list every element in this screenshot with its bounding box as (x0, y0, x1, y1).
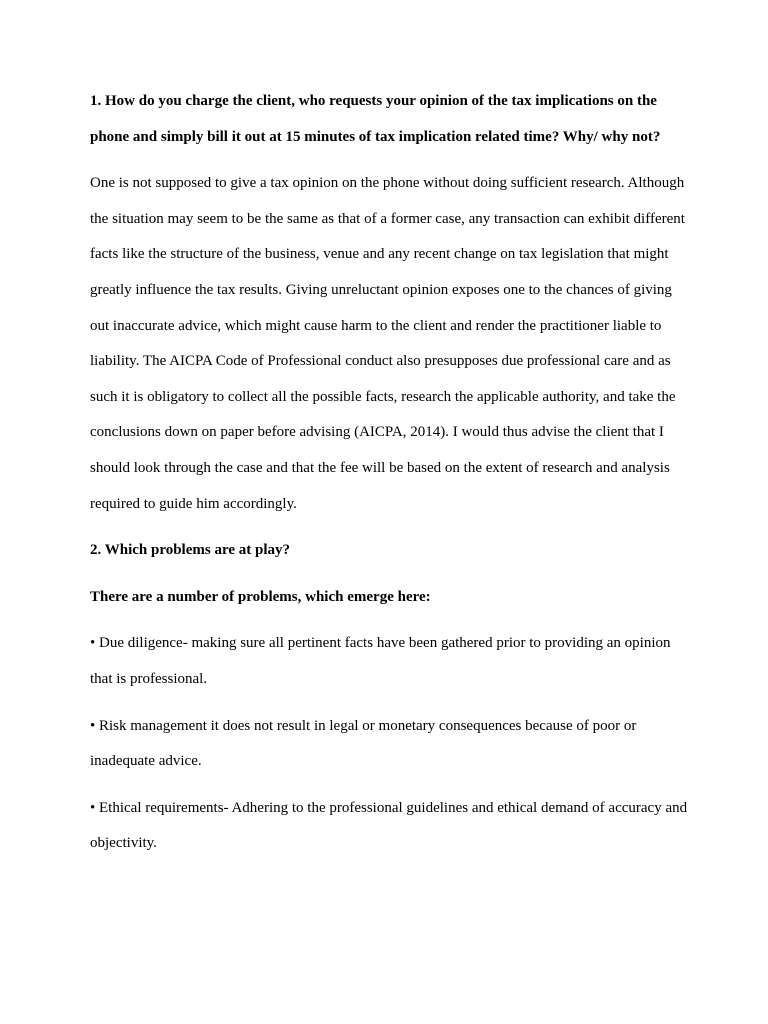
document-page (90, 84, 690, 873)
question-1-heading: 1. How do you charge the client, who requests your opinion of the tax implications on the phone and simply bill it out at 15 minutes of tax implication related time? Why/ why not? (90, 93, 661, 145)
bullet-risk-management: • Risk management it does not result in legal or monetary consequences because of poor or inadequate advice. (90, 717, 637, 770)
problems-intro: There are a number of problems, which emerge here: (90, 588, 431, 605)
question-1-answer: One is not supposed to give a tax opinion on the phone without doing sufficient research. Although the situation may seem to be the same as that of a former case, any transaction can exhibit different facts like the structure of the business, venue and any recent change on tax legislation that might greatly influence the tax results. Giving unreluctant opinion exposes one to the chances of giving out inaccurate advice, which might cause harm to the client and render the practitioner liable to liability. The AICPA Code of Professional conduct also presupposes due professional care and as such it is obligatory to collect all the possible facts, research the applicable authority, and take the conclusions down on paper before advising (AICPA, 2014). I would thus advise the client that I should look through the case and that the fee will be based on the extent of research and analysis required to guide him accordingly. (90, 175, 685, 512)
bullet-due-diligence: • Due diligence- making sure all pertinent facts have been gathered prior to providing an opinion that is professional. (90, 635, 671, 687)
bullet-ethical-requirements: • Ethical requirements- Adhering to the professional guidelines and ethical demand of accuracy and objectivity. (90, 799, 688, 852)
question-2-heading: 2. Which problems are at play? (90, 542, 291, 559)
